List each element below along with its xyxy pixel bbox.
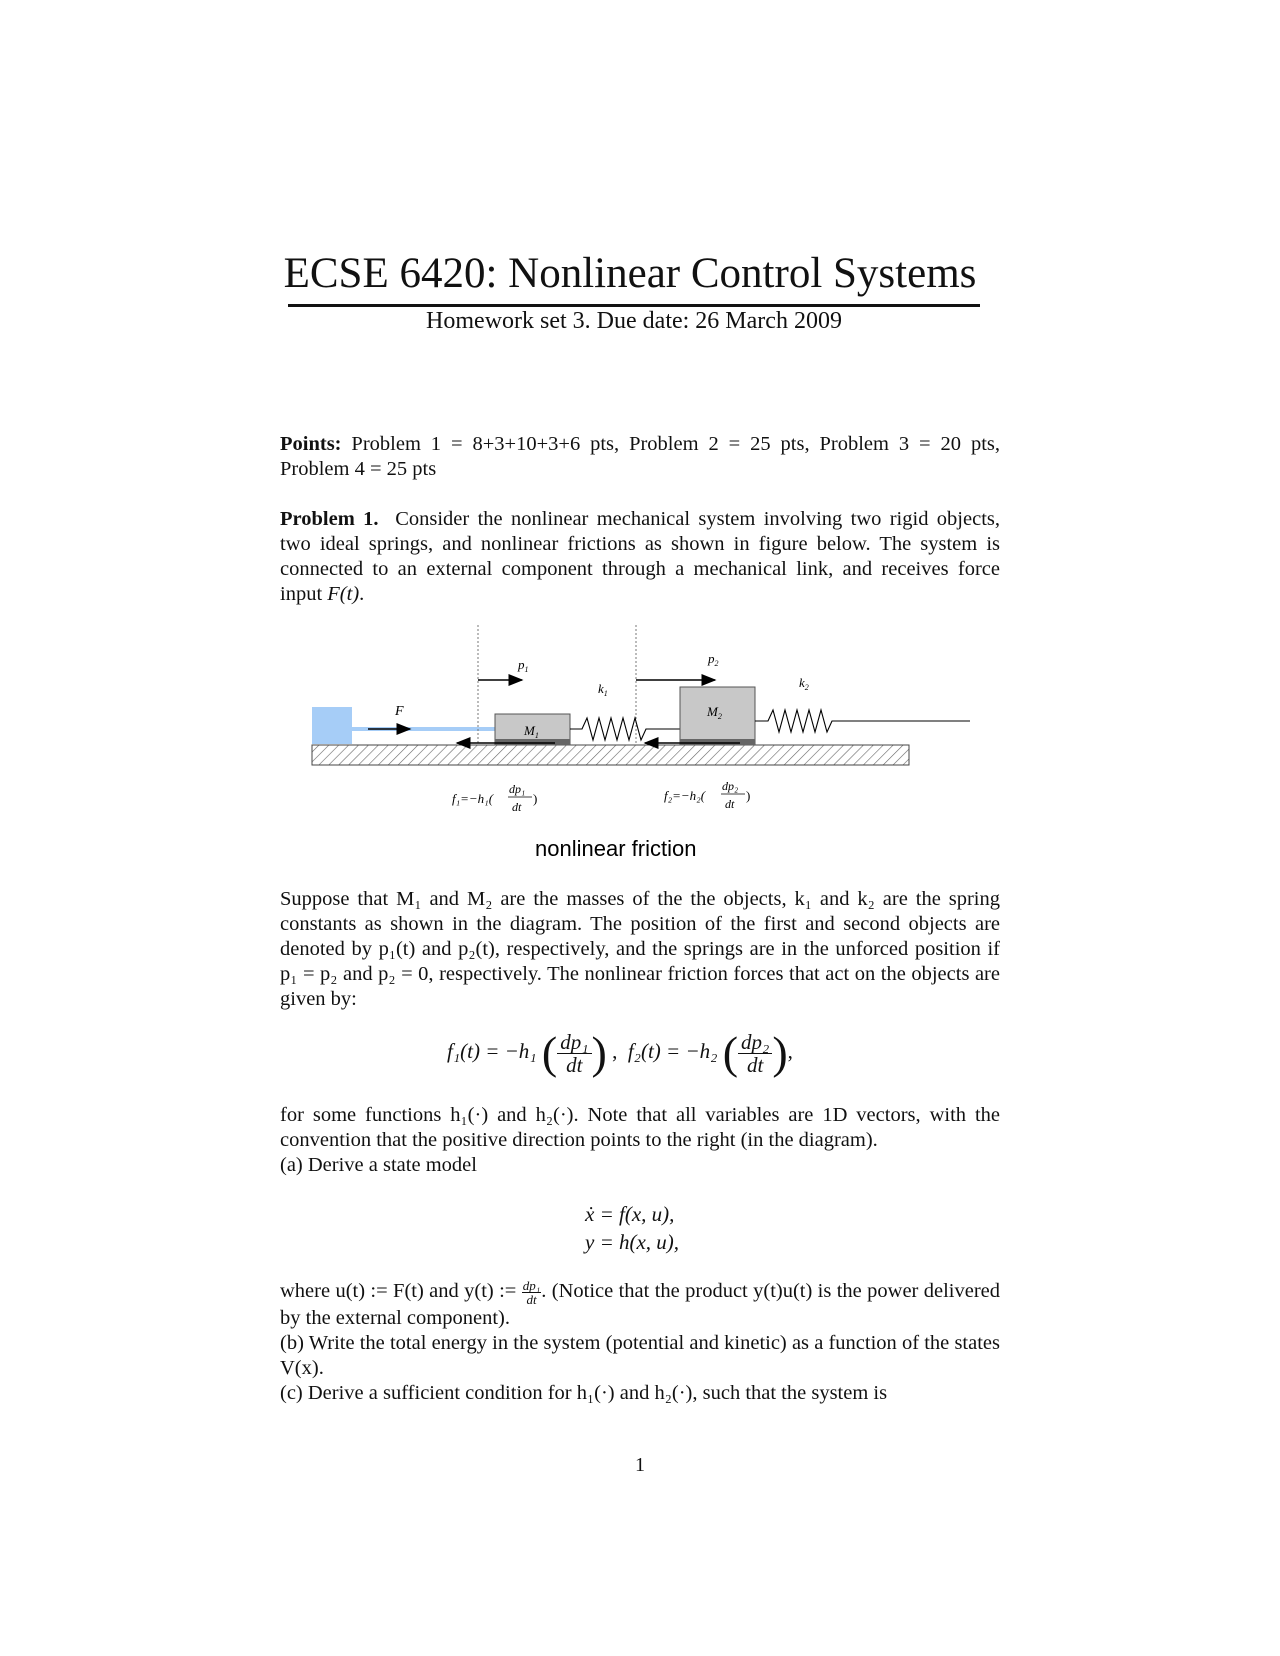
state-equation-1: ẋ = f(x, u), [585, 1202, 675, 1226]
eq-f1-fraction: $\frac{\text{dp₁}}{dt}$ [557, 1031, 591, 1076]
mass-m2-base [680, 739, 755, 745]
friction1-formula: f₁=−h₁( [452, 791, 494, 806]
part-b-text: (b) Write the total energy in the system (potential and kinetic) as a function of the states V(x). [280, 1332, 1000, 1379]
points-paragraph [280, 432, 1000, 482]
for-some-text: for some functions h₁(·) and h₂(·). Note that all variables are 1D vectors, with the convention that the positive direction points to the right (in the diagram). [280, 1104, 1000, 1151]
label-p2: $p_2$ [708, 651, 719, 668]
part-c-text: (c) Derive a sufficient condition for h₁(·) and h₂(·), such that the system is [280, 1382, 888, 1404]
label-p1: $p_1$ [518, 657, 529, 674]
eq-sep-1: , [612, 1038, 618, 1063]
page-subtitle: Homework set 3. Due date: 26 March 2009 [426, 308, 842, 334]
for-some-paragraph [280, 1103, 1000, 1178]
eq-paren-close-2: ) [772, 1027, 788, 1078]
state-model-equations [585, 1200, 679, 1256]
friction2-formula: f₂=−h₂( [664, 788, 706, 803]
part-a-text: (a) Derive a state model [280, 1154, 477, 1176]
problem1-intro [280, 507, 1000, 607]
eq-paren-close-1: ) [591, 1027, 607, 1078]
friction1-close: ) [533, 791, 538, 806]
where-paragraph [280, 1279, 1000, 1406]
friction1-dp: dp₁ [509, 782, 526, 796]
problem1-intro-var: F(t) [327, 583, 360, 605]
where-fraction: $\frac{\text{dp₁}}{dt}$ [522, 1278, 541, 1307]
mass-m1-base [495, 739, 570, 745]
eq-f1-lhs: f₁(t) = −h₁ [447, 1038, 537, 1063]
problem1-label: Problem 1. [280, 508, 379, 530]
problem1-intro-end: . [359, 583, 365, 605]
friction1-dt: dt [512, 800, 522, 814]
label-k1: $k_1$ [598, 681, 608, 698]
label-M2: $M_2$ [707, 704, 722, 721]
friction2-close: ) [746, 788, 751, 803]
label-F: F [395, 704, 404, 719]
eq-f2-fraction: $\frac{\text{dp₂}}{dt}$ [738, 1031, 772, 1076]
page-title: ECSE 6420: Nonlinear Control Systems [283, 250, 977, 297]
ground [312, 745, 909, 765]
label-M1: $M_1$ [524, 723, 539, 740]
eq-paren-open-1: ( [541, 1027, 558, 1078]
where-text-2: . (Notice that the product y(t)u(t) is the power delivered by the external component). [280, 1280, 1000, 1329]
external-component [312, 707, 352, 744]
mechanical-system-figure [300, 625, 980, 870]
spring-k2 [755, 710, 970, 732]
friction2-dp: dp₂ [722, 779, 739, 793]
friction-equations [447, 1027, 793, 1078]
points-text: Problem 1 = 8+3+10+3+6 pts, Problem 2 = 25 pts, Problem 3 = 20 pts, Problem 4 = 25 pts [280, 433, 1000, 480]
label-k2: $k_2$ [799, 675, 809, 692]
friction2-dt: dt [725, 797, 735, 811]
spring-k1 [570, 718, 680, 740]
where-text-1: where u(t) := F(t) and y(t) := [280, 1280, 522, 1303]
figure-caption: nonlinear friction [535, 836, 697, 861]
eq-sep-2: , [787, 1038, 793, 1063]
eq-f2-lhs: f₂(t) = −h₂ [627, 1038, 718, 1063]
page-number: 1 [635, 1454, 645, 1476]
eq-paren-open-2: ( [722, 1027, 739, 1078]
suppose-paragraph: Suppose that M₁ and M₂ are the masses of the the objects, k₁ and k₂ are the spring constants as shown in the diagram. The position of the first and second objects are denoted by p₁(t) and p₂(t), respectively, and the springs are in the unforced position if p₁ = p₂ and p₂ = 0, respectively. The nonlinear friction forces that act on the objects are given by: [280, 888, 1000, 1010]
problem1-intro-text: Consider the nonlinear mechanical system involving two rigid objects, two ideal springs, and nonlinear frictions as shown in figure below. The system is connected to an external component through a mechanical link, and receives force input [280, 508, 1000, 605]
state-equation-2: y = h(x, u), [585, 1230, 680, 1254]
points-label: Points: [280, 433, 342, 455]
